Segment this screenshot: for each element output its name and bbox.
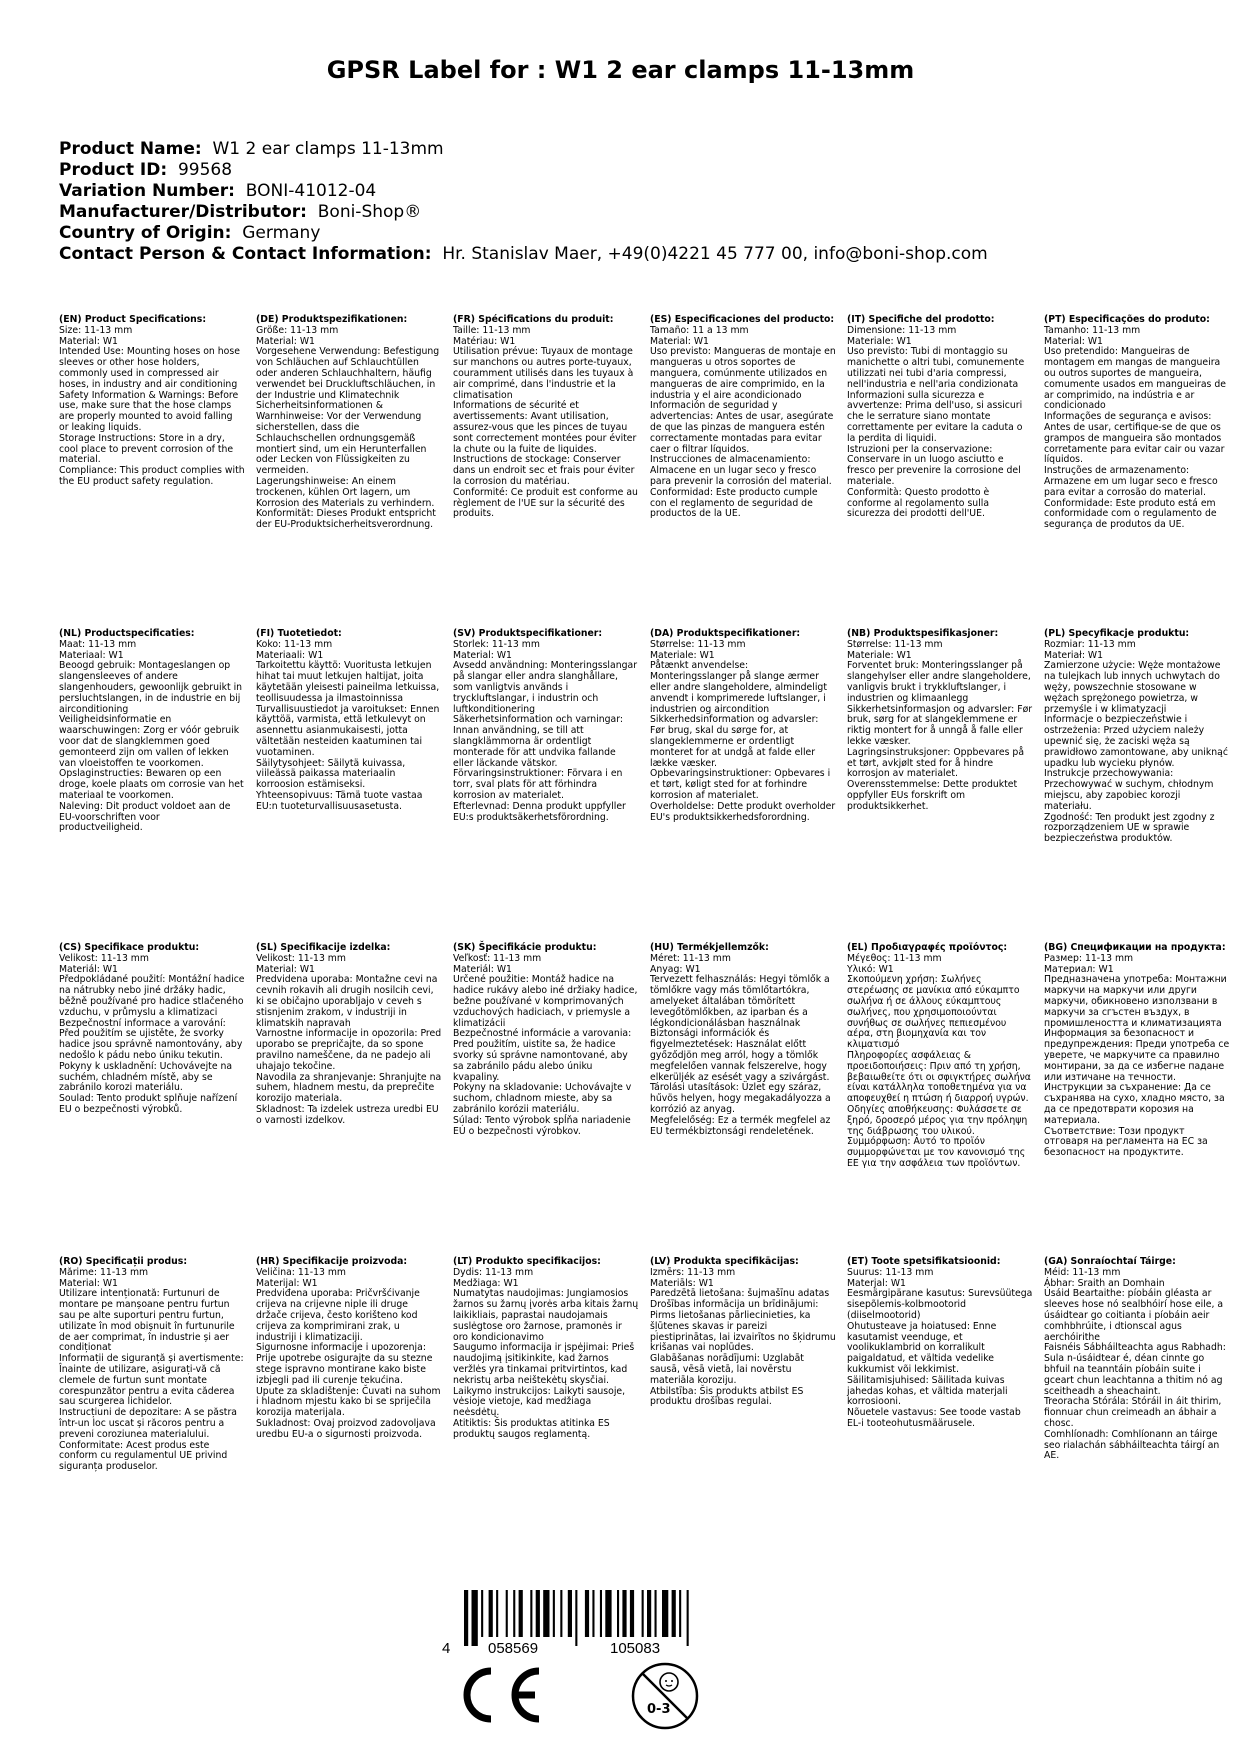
spec-line: Informações de segurança e avisos: Antes de usar, certifique-se de que os grampos de mangueira são montados corretamente para evitar cair ou vazar líquidos. — [1044, 411, 1225, 466]
barcode-bar — [679, 1590, 681, 1637]
spec-line: Förvaringsinstruktioner: Förvara i en torr, sval plats för att förhindra korrosion av materialet. — [453, 768, 623, 801]
spec-line: Инструкции за съхранение: Да се съхранява на сухо, хладно място, за да се предотврати корозия на материала. — [1044, 1082, 1225, 1126]
spec-line: Opbevaringsinstruktioner: Opbevares i et tørt, køligt sted for at forhindre korrosion af materialet. — [650, 768, 831, 801]
spec-line: Πληροφορίες ασφάλειας & προειδοποιήσεις: Πριν από τη χρήση, βεβαιωθείτε ότι οι σφιγκτήρες σωλήνα είναι κατάλληλα τοποθετημένα για να αποφευχθεί η πτώση ή διαρροή υγρών. — [847, 1049, 1031, 1105]
spec-heading: (DA) Produktspecifikationer: — [650, 628, 801, 639]
barcode-bar — [662, 1590, 668, 1637]
spec-heading: (BG) Спецификации на продукта: — [1044, 942, 1226, 953]
info-value: 99568 — [177, 160, 233, 180]
spec-line: Predvidena uporaba: Montažne cevi na cevnih rokavih ali drugih nosilcih cevi, ki se običajno uporabljajo v ceveh s stisnjenim zrakom, v industriji in klimatskih napravah — [256, 974, 438, 1029]
spec-block — [256, 943, 442, 1127]
spec-line: Materjal: W1 — [847, 1277, 906, 1289]
spec-line: Säilitamisjuhised: Säilitada kuivas jahedas kohas, et vältida materjali korrosiooni. — [847, 1374, 1008, 1408]
spec-heading: (SK) Špecifikácie produktu: — [453, 942, 597, 953]
spec-heading: (EL) Προδιαγραφές προϊόντος: — [847, 942, 1008, 953]
spec-line: Veľkosť: 11-13 mm — [453, 952, 542, 964]
spec-line: Overholdelse: Dette produkt overholder EU's produktsikkerhedsforordning. — [650, 800, 836, 823]
spec-line: Lagringsinstruksjoner: Oppbevares på et tørt, avkjølt sted for å hindre korrosjon av materialet. — [847, 746, 1025, 780]
spec-line: Tárolási utasítások: Üzlet egy száraz, hűvös helyen, hogy megakadályozza a korrózió az anyag. — [650, 1082, 831, 1115]
barcode-bar — [464, 1590, 468, 1646]
spec-heading: (SL) Specifikacije izdelka: — [256, 942, 391, 953]
spec-heading: (ET) Toote spetsifikatsioonid: — [847, 1256, 1001, 1267]
spec-heading: (HR) Specifikacije proizvoda: — [256, 1256, 408, 1267]
spec-line: Glabāšanas norādījumi: Uzglabāt sausā, vēsā vietā, lai novērstu materiāla koroziju. — [650, 1353, 804, 1386]
spec-block — [847, 315, 1033, 520]
spec-block — [847, 1257, 1033, 1430]
spec-line: Zgodność: Ten produkt jest zgodny z rozporządzeniem UE w sprawie bezpieczeństwa produktów. — [1044, 811, 1215, 845]
spec-line: Avsedd användning: Monteringsslangar på slangar eller andra slanghållare, som vanligtvis används i tryckluftslangar, i industrin och luftkonditionering — [453, 660, 638, 715]
spec-line: Konformität: Dieses Produkt entspricht der EU-Produktsicherheitsverordnung. — [256, 508, 436, 531]
spec-line: Méid: 11-13 mm — [1044, 1266, 1121, 1278]
spec-line: Laikymo instrukcijos: Laikyti sausoje, vėsioje vietoje, kad medžiaga neėsdėtų. — [453, 1385, 626, 1419]
spec-heading: (EN) Product Specifications: — [59, 314, 207, 325]
barcode-bar — [472, 1590, 478, 1646]
barcode-bar — [481, 1590, 483, 1637]
spec-heading: (IT) Specifiche del prodotto: — [847, 314, 995, 325]
spec-line: Istruzioni per la conservazione: Conservare in un luogo asciutto e fresco per prevenire la corrosione del materiale. — [847, 443, 1021, 487]
info-label: Country of Origin: — [59, 223, 232, 243]
info-label: Product Name: — [59, 139, 202, 159]
spec-line: Conformité: Ce produit est conforme au règlement de l'UE sur la sécurité des produits. — [453, 486, 638, 520]
not-for-children-0-3-icon — [629, 1660, 701, 1732]
spec-line: Materijal: W1 — [256, 1277, 318, 1289]
spec-line: Material: W1 — [453, 649, 512, 661]
info-value: Hr. Stanislav Maer, +49(0)4221 45 777 00, info@boni-shop.com — [442, 244, 988, 264]
spec-line: Storage Instructions: Store in a dry, cool place to prevent corrosion of the material. — [59, 432, 234, 466]
barcode-bar — [585, 1590, 589, 1637]
spec-line: Material: W1 — [59, 335, 118, 347]
spec-line: Beoogd gebruik: Montageslangen op slangensleeves of andere slangenhouders, gewoonlijk gebruikt in persluchtslangen, in de industrie en bij airconditioning — [59, 660, 243, 715]
spec-heading: (FI) Tuotetiedot: — [256, 628, 342, 639]
spec-line: Materiaali: W1 — [256, 649, 324, 661]
barcode-bar — [536, 1590, 540, 1637]
info-value: W1 2 ear clamps 11-13mm — [212, 139, 444, 159]
spec-line: Koko: 11-13 mm — [256, 638, 333, 650]
spec-line: Opslaginstructies: Bewaren op een droge, koele plaats om corrosie van het materiaal te voorkomen. — [59, 768, 244, 801]
barcode-bar — [672, 1590, 676, 1637]
spec-block — [256, 315, 442, 531]
spec-line: Materiale: W1 — [847, 335, 912, 347]
spec-line: Velikost: 11-13 mm — [59, 952, 149, 964]
spec-line: Sikkerhedsinformation og advarsler: Før brug, skal du sørge for, at slangeklemmerne er ordentligt monteret for at undgå at falde eller lække væsker. — [650, 714, 819, 769]
spec-line: Materiaal: W1 — [59, 649, 124, 661]
spec-line: Instrukcje przechowywania: Przechowywać w suchym, chłodnym miejscu, aby zapobiec korozji materiału. — [1044, 768, 1214, 812]
spec-line: Mărime: 11-13 mm — [59, 1266, 149, 1278]
spec-heading: (HU) Termékjellemzők: — [650, 942, 769, 953]
barcode-bar — [622, 1590, 626, 1637]
barcode-bar — [489, 1590, 493, 1637]
spec-line: Matériau: W1 — [453, 335, 516, 347]
spec-line: Materiale: W1 — [847, 649, 912, 661]
spec-line: Taille: 11-13 mm — [453, 324, 531, 336]
spec-line: Lagerungshinweise: An einem trockenen, kühlen Ort lagern, um Korrosion des Materials zu verhindern. — [256, 475, 435, 509]
spec-heading: (NB) Produktspesifikasjoner: — [847, 628, 999, 639]
spec-line: Efterlevnad: Denna produkt uppfyller EU:s produktsäkerhetsförordning. — [453, 800, 626, 823]
spec-line: Upute za skladištenje: Čuvati na suhom i hladnom mjestu kako bi se spriječila korozija materijala. — [256, 1385, 441, 1419]
barcode-bar — [655, 1590, 657, 1637]
spec-heading: (RO) Specificații produs: — [59, 1256, 188, 1267]
spec-line: Pokyny na skladovanie: Uchovávajte v suchom, chladnom mieste, aby sa zabránilo korózii materiálu. — [453, 1082, 632, 1115]
barcode-bar — [600, 1590, 602, 1637]
spec-line: Tamaño: 11 a 13 mm — [650, 324, 749, 336]
barcode-digits-lead: 4 — [442, 1640, 451, 1654]
barcode-bar — [642, 1590, 644, 1637]
spec-line: Treoracha Stórála: Stóráil in áit thirim, fionnuar chun creimeadh an ábhair a chosc. — [1044, 1396, 1222, 1429]
spec-line: Navodila za shranjevanje: Shranjujte na suhem, hladnem mestu, da preprečite korozijo materiala. — [256, 1071, 442, 1105]
spec-line: Naleving: Dit product voldoet aan de EU-voorschriften voor productveiligheid. — [59, 800, 231, 834]
spec-line: Megfelelőség: Ez a termék megfelel az EU termékbiztonsági rendeletének. — [650, 1114, 831, 1137]
spec-block — [59, 943, 245, 1116]
barcode-bar — [513, 1590, 515, 1637]
spec-heading: (SV) Produktspecifikationer: — [453, 628, 603, 639]
spec-line: Informații de siguranță și avertismente: Înainte de utilizare, asigurați-vă că clemele de furtun sunt montate corespunzător pentru a evita căderea sau scurgerea lichidelor. — [59, 1353, 244, 1408]
spec-line: Størrelse: 11-13 mm — [847, 638, 943, 650]
spec-line: Comhlíonadh: Comhlíonann an táirge seo rialachán sábháilteachta táirgí an AE. — [1044, 1428, 1220, 1462]
spec-line: Информация за безопасност и предупреждения: Преди употреба се уверете, че маркучите са правилно монтирани, за да се избегне падане или изтичане на течности. — [1044, 1028, 1230, 1083]
spec-line: Paredzētā lietošana: šujmašīnu adatas — [650, 1288, 830, 1300]
spec-line: Größe: 11-13 mm — [256, 324, 339, 336]
spec-line: Turvallisuustiedot ja varoitukset: Ennen käyttöä, varmista, että letkulevyt on asennettu asianmukaisesti, jotta vältetään nesteiden kaatuminen tai vuotaminen. — [256, 703, 440, 758]
spec-line: Yhteensopivuus: Tämä tuote vastaa EU:n tuoteturvallisuusasetusta. — [256, 789, 423, 812]
spec-line: Velikost: 11-13 mm — [256, 952, 346, 964]
info-value: BONI-41012-04 — [245, 181, 377, 201]
spec-line: Nõuetele vastavus: See toode vastab EL-i tooteohutusmäärusele. — [847, 1407, 1021, 1429]
spec-line: Conformidad: Este producto cumple con el reglamento de seguridad de productos de la UE. — [650, 486, 818, 520]
spec-line: Material: W1 — [1044, 335, 1103, 347]
barcode-bar — [496, 1590, 498, 1637]
spec-block — [847, 629, 1033, 813]
info-product-id — [59, 160, 1219, 181]
spec-line: Υλικό: W1 — [847, 963, 894, 975]
spec-line: Úsáid Beartaithe: píobáin gléasta ar sleeves hose nó sealbhóirí hose eile, a úsáidtear go coitianta i píobáin aeir comhbhrúite, i dtionscal agus aerchóirithe — [1044, 1288, 1224, 1343]
spec-line: Skladnost: Ta izdelek ustreza uredbi EU o varnosti izdelkov. — [256, 1103, 439, 1126]
spec-line: Varnostne informacije in opozorila: Pred uporabo se prepričajte, da so spone pravilno nameščene, da ne padejo ali uhajajo tekočine. — [256, 1028, 442, 1072]
spec-line: Uso pretendido: Mangueiras de montagem em mangas de mangueira ou outros suportes de mangueira, comumente usados em mangueiras de ar comprimido, na indústria e ar condicionado — [1044, 346, 1226, 412]
spec-block — [1044, 1257, 1230, 1462]
spec-line: Intended Use: Mounting hoses on hose sleeves or other hose holders, commonly used in compressed air hoses, in industry and air conditioning — [59, 346, 240, 390]
spec-line: Anyag: W1 — [650, 963, 701, 975]
ce-mark-icon — [455, 1665, 545, 1725]
spec-line: Instruções de armazenamento: Armazene em um lugar seco e fresco para evitar a corrosão do material. — [1044, 465, 1218, 498]
barcode-bar — [605, 1590, 611, 1637]
spec-line: Tamanho: 11-13 mm — [1044, 324, 1141, 336]
spec-line: Tervezett felhasználás: Hegyi tömlők a tömlőkre vagy más tömlőtartókra, amelyeket általában tömörített levegőtömlőkben, az iparban és a légkondicionálásban használnak — [650, 974, 830, 1029]
spec-line: Drošības informācija un brīdinājumi: Pirms lietošanas pārliecinieties, ka šļūtenes skavas ir pareizi piestiprinātas, lai izvairītos no šķidrumu krišanas vai noplūdes. — [650, 1299, 836, 1354]
spec-line: Maat: 11-13 mm — [59, 638, 137, 650]
spec-block — [847, 943, 1033, 1170]
spec-line: Sukladnost: Ovaj proizvod zadovoljava uredbu EU-a o sigurnosti proizvoda. — [256, 1417, 436, 1440]
barcode-bar — [506, 1590, 508, 1637]
spec-line: Informacje o bezpieczeństwie i ostrzeżenia: Przed użyciem należy upewnić się, że zaciski węża są prawidłowo zamontowane, aby uniknąć upadku lub wycieku płynów. — [1044, 714, 1228, 769]
barcode-bar — [553, 1590, 555, 1637]
spec-line: Forventet bruk: Monteringsslanger på slangehylser eller andre slangeholdere, vanligvis brukt i trykkluftslanger, i industrien og klimaanlegg — [847, 660, 1031, 704]
spec-heading: (DE) Produktspezifikationen: — [256, 314, 408, 325]
spec-line: Material: W1 — [256, 963, 315, 975]
spec-line: Overensstemmelse: Dette produktet oppfyller EUs forskrift om produktsikkerhet. — [847, 779, 1018, 812]
spec-line: Συμμόρφωση: Αυτό το προϊόν συμμορφώνεται με τον κανονισμό της ΕΕ για την ασφάλεια των προϊόντων. — [847, 1136, 1026, 1169]
info-variation-number — [59, 181, 1219, 202]
spec-line: Conformidade: Este produto está em conformidade com o regulamento de segurança de produtos da UE. — [1044, 497, 1217, 531]
info-value: Germany — [242, 223, 321, 243]
spec-line: Conformità: Questo prodotto è conforme al regolamento sulla sicurezza dei prodotti dell'UE. — [847, 486, 990, 520]
spec-line: Suurus: 11-13 mm — [847, 1266, 934, 1278]
spec-line: Soulad: Tento produkt splňuje nařízení EU o bezpečnosti výrobků. — [59, 1093, 238, 1115]
barcode-bar — [592, 1590, 594, 1637]
info-contact — [59, 244, 1219, 265]
spec-block — [650, 943, 836, 1137]
barcode — [440, 1590, 700, 1654]
info-manufacturer — [59, 202, 1219, 223]
spec-line: Předpokládané použití: Montážní hadice na nátrubky nebo jiné držáky hadic, běžně používané pro hadice stlačeného vzduchu, v průmyslu a klimatizaci — [59, 974, 245, 1018]
info-label: Contact Person & Contact Information: — [59, 244, 432, 264]
spec-line: Material: W1 — [650, 335, 709, 347]
info-value: Boni-Shop® — [317, 202, 422, 222]
spec-heading: (LT) Produkto specifikacijos: — [453, 1256, 601, 1267]
barcode-digits-left: 058569 — [488, 1640, 539, 1654]
info-product-name — [59, 139, 1219, 160]
barcode-bar — [543, 1590, 549, 1637]
spec-block — [650, 315, 836, 520]
spec-line: Materiale: W1 — [650, 649, 715, 661]
spec-line: Ábhar: Sraith an Domhain — [1044, 1277, 1165, 1289]
spec-line: Sikkerhetsinformasjon og advarsler: Før bruk, sørg for at slangeklemmene er riktig montert for å unngå å falle eller lekke væsker. — [847, 703, 1033, 747]
spec-line: Säkerhetsinformation och varningar: Innan användning, se till att slangklämmorna är ordentligt monterade för att undvika fallande eller läckande vätskor. — [453, 714, 624, 769]
spec-line: Bezpečnostné informácie a varovania: Pred použitím, uistite sa, že hadice svorky sú správne namontované, aby sa zabránilo pádu alebo úniku kvapaliny. — [453, 1028, 632, 1083]
spec-block — [453, 943, 639, 1137]
spec-block — [256, 629, 442, 813]
barcode-bar — [630, 1590, 634, 1637]
spec-line: Medžiaga: W1 — [453, 1277, 519, 1289]
spec-block — [59, 1257, 245, 1473]
spec-block — [256, 1257, 442, 1441]
spec-line: Påtænkt anvendelse: Monteringsslanger på slange ærmer eller andre slangeholdere, almindeligt anvendt i komprimerede luftslanger, i industrien og aircondition — [650, 660, 827, 715]
product-info — [59, 139, 1219, 265]
spec-line: Materiał: W1 — [1044, 649, 1104, 661]
spec-line: Biztonsági információk és figyelmeztetések: Használat előtt győződjön meg arról, hogy a tömlők megfelelően vannak felszerelve, hogy elkerüljék az esését vagy a szivárgást. — [650, 1028, 830, 1083]
spec-heading: (FR) Spécifications du produit: — [453, 314, 614, 325]
info-label: Product ID: — [59, 160, 168, 180]
spec-heading: (LV) Produkta specifikācijas: — [650, 1256, 799, 1267]
spec-line: Предназначена употреба: Монтажни маркучи на маркучи или други маркучи, обикновено използвани в маркучи за сгъстен въздух, в промишлеността и климатизацията — [1044, 974, 1227, 1029]
spec-line: Størrelse: 11-13 mm — [650, 638, 746, 650]
spec-block — [453, 1257, 639, 1441]
spec-line: Utilisation prévue: Tuyaux de montage sur manchons ou autres porte-tuyaux, couramment utilisés dans les tuyaux à air comprimé, dans l'industrie et la climatisation — [453, 346, 634, 401]
spec-line: Size: 11-13 mm — [59, 324, 133, 336]
spec-line: Veličina: 11-13 mm — [256, 1266, 346, 1278]
spec-line: Storlek: 11-13 mm — [453, 638, 540, 650]
spec-line: Σκοπούμενη χρήση: Σωλήνες στερέωσης σε μανίκια από εύκαμπτο σωλήνα ή σε άλλους εύκαμπτους σωλήνες, που χρησιμοποιούνται συνήθως σε σωλήνες πεπιεσμένου αέρα, στη βιομηχανία και τον κλιματισμό — [847, 974, 1020, 1051]
spec-block — [453, 315, 639, 520]
spec-heading: (ES) Especificaciones del producto: — [650, 314, 835, 325]
barcode-bar — [617, 1590, 619, 1637]
spec-line: Vorgesehene Verwendung: Befestigung von Schläuchen auf Schlauchtüllen oder anderen Schlauchhaltern, häufig verwendet bei Druckluftschläuchen, in der Industrie und Klimatechnik — [256, 346, 440, 401]
spec-line: Información de seguridad y advertencias: Antes de usar, asegúrate de que las pinzas de manguera estén correctamente montadas para evitar caer o filtrar líquidos. — [650, 400, 834, 455]
spec-heading: (NL) Productspecificaties: — [59, 628, 195, 639]
spec-line: Faisnéis Sábháilteachta agus Rabhadh: Sula n-úsáidtear é, déan cinnte go bhfuil na teanntáin píobáin suite i gceart chun leachtanna a thitim nó ag sceitheadh a sheachaint. — [1044, 1342, 1226, 1397]
spec-line: Méret: 11-13 mm — [650, 952, 731, 964]
spec-line: Material: W1 — [59, 1277, 118, 1289]
spec-line: Instructions de stockage: Conserver dans un endroit sec et frais pour éviter la corrosion du matériau. — [453, 454, 635, 487]
spec-line: Informations de sécurité et avertissements: Avant utilisation, assurez-vous que les pinces de tuyau sont correctement montées pour éviter la chute ou la fuite de liquides. — [453, 400, 637, 455]
spec-line: Размер: 11-13 mm — [1044, 952, 1134, 964]
page-title: GPSR Label for : W1 2 ear clamps 11-13mm — [326, 56, 915, 84]
spec-line: Informazioni sulla sicurezza e avvertenze: Prima dell'uso, si assicuri che le serrature siano montate correttamente per evitare la caduta o la perdita di liquidi. — [847, 389, 1023, 444]
barcode-digits-right: 105083 — [610, 1640, 661, 1654]
info-label: Variation Number: — [59, 181, 235, 201]
spec-line: Pokyny k uskladnění: Uchovávejte na suchém, chladném místě, aby se zabránilo korozi materiálu. — [59, 1060, 233, 1094]
spec-line: Sigurnosne informacije i upozorenja: Prije upotrebe osigurajte da su stezne stege ispravno montirane kako biste izbjegli pad ili curenje tekućina. — [256, 1342, 433, 1386]
spec-line: Tarkoitettu käyttö: Vuoritusta letkujen hihat tai muut letkujen haltijat, joita käytetään yleisesti paineilma letkuissa, teollisuudessa ja ilmastoinnissa — [256, 660, 440, 704]
spec-line: Säilytysohjeet: Säilytä kuivassa, viileässä paikassa materiaalin korroosion estämiseksi. — [256, 757, 406, 791]
spec-heading: (PL) Specyfikacje produktu: — [1044, 628, 1190, 639]
barcode-bar — [560, 1590, 562, 1637]
spec-line: Zamierzone użycie: Węże montażowe na tulejkach lub innych uchwytach do węży, powszechnie stosowane w wężach sprężonego powietrza, w przemyśle i w klimatyzacji — [1044, 660, 1221, 715]
info-label: Manufacturer/Distributor: — [59, 202, 307, 222]
spec-line: Izmērs: 11-13 mm — [650, 1266, 736, 1278]
age-label: 0-3 — [647, 1702, 671, 1717]
spec-line: Οδηγίες αποθήκευσης: Φυλάσσετε σε ξηρό, δροσερό μέρος για την πρόληψη της διάβρωσης του υλικού. — [847, 1103, 1028, 1137]
spec-line: Súlad: Tento výrobok spĺňa nariadenie EÚ o bezpečnosti výrobkov. — [453, 1114, 631, 1137]
spec-line: Compliance: This product complies with the EU product safety regulation. — [59, 465, 245, 487]
spec-block — [59, 629, 245, 834]
spec-line: Materiāls: W1 — [650, 1277, 714, 1289]
spec-block — [650, 629, 836, 823]
spec-line: Bezpečnostní informace a varování: Před použitím se ujistěte, že svorky hadice jsou správně namontovány, aby nedošlo k pádu nebo úniku tekutin. — [59, 1017, 243, 1061]
spec-line: Veiligheidsinformatie en waarschuwingen: Zorg er vóór gebruik voor dat de slangklemmen goed gemonteerd zijn om vallen of lekken van vloeistoffen te voorkomen. — [59, 714, 240, 769]
spec-line: Predviđena uporaba: Pričvršćivanje crijeva na crijevne niple ili druge držače crijeva, često korišteno kod crijeva za komprimirani zrak, u industriji i klimatizaciji. — [256, 1288, 420, 1343]
barcode-bars — [464, 1590, 689, 1646]
barcode-bar — [519, 1590, 523, 1637]
info-country-of-origin — [59, 223, 1219, 244]
spec-line: Sicherheitsinformationen & Warnhinweise: Vor der Verwendung sicherstellen, dass die Schlauchschellen ordnungsgemäß montiert sind, um ein Herunterfallen oder Lecken von Flüssigkeiten zu vermeiden. — [256, 400, 427, 477]
spec-line: Uso previsto: Tubi di montaggio su manichette o altri tubi, comunemente utilizzati nei tubi d'aria compressi, nell'industria e nell'aria condizionata — [847, 346, 1025, 390]
spec-line: Uso previsto: Mangueras de montaje en mangueras u otros soportes de manguera, comúnmente utilizados en mangueras de aire comprimido, en la industria y el aire acondicionado — [650, 346, 836, 401]
spec-line: Eesmärgipärane kasutus: Surevsüütega sisepõlemis-kolbmootorid (diiselmootorid) — [847, 1288, 1033, 1321]
spec-block — [1044, 315, 1230, 531]
spec-line: Dimensione: 11-13 mm — [847, 324, 957, 336]
spec-line: Numatytas naudojimas: Jungiamosios žarnos su žarnų įvorės arba kitais žarnų laikikliais, paprastai naudojamais suslėgtose oro žarnose, pramonės ir oro kondicionavimo — [453, 1288, 639, 1343]
spec-line: Rozmiar: 11-13 mm — [1044, 638, 1136, 650]
barcode-bar — [568, 1590, 572, 1637]
spec-line: Atbilstība: Šis produkts atbilst ES produktu drošības regulai. — [650, 1385, 804, 1408]
spec-block — [1044, 629, 1230, 845]
spec-block — [650, 1257, 836, 1408]
spec-block — [1044, 943, 1230, 1159]
spec-line: Conformitate: Acest produs este conform cu regulamentul UE privind siguranța produselor. — [59, 1439, 228, 1473]
spec-line: Safety Information & Warnings: Before use, make sure that the hose clamps are properly mounted to avoid falling or leaking liquids. — [59, 389, 239, 433]
spec-line: Material: W1 — [256, 335, 315, 347]
spec-line: Dydis: 11-13 mm — [453, 1266, 534, 1278]
barcode-bar — [575, 1590, 577, 1646]
barcode-bar — [687, 1590, 689, 1646]
spec-heading: (GA) Sonraíochtaí Táirge: — [1044, 1256, 1176, 1267]
spec-line: Съответствие: Този продукт отговаря на регламента на ЕС за безопасност на продуктите. — [1044, 1125, 1208, 1159]
spec-line: Instrucțiuni de depozitare: A se păstra într-un loc uscat și răcoros pentru a preveni coroziunea materialului. — [59, 1407, 237, 1440]
spec-line: Saugumo informacija ir įspėjimai: Prieš naudojimą įsitikinkite, kad žarnos veržlės yra tinkamai pritvirtintos, kad nekristų arba neištekėtų skysčiai. — [453, 1342, 635, 1386]
spec-line: Materiál: W1 — [59, 963, 118, 975]
spec-line: Utilizare intenționată: Furtunuri de montare pe manșoane pentru furtun sau pe alte suporturi pentru furtun, utilizate în mod obișnuit în furtunurile de aer comprimat, în industrie și aer condiționat — [59, 1288, 235, 1354]
spec-line: Материал: W1 — [1044, 963, 1114, 975]
spec-line: Určené použitie: Montáž hadice na hadice rukávy alebo iné držiaky hadice, bežne používané v komprimovaných vzduchových hadiciach, v priemysle a klimatizácii — [453, 974, 638, 1029]
spec-line: Ohutusteave ja hoiatused: Enne kasutamist veenduge, et voolikuklambrid on korralikult paigaldatud, et vältida vedelike kukkumist või lekkimist. — [847, 1320, 997, 1375]
spec-block — [59, 315, 245, 488]
spec-line: Atitiktis: Šis produktas atitinka ES produktų saugos reglamentą. — [453, 1417, 610, 1440]
barcode-bar — [647, 1590, 651, 1637]
barcode-bar — [530, 1590, 532, 1637]
spec-heading: (PT) Especificações do produto: — [1044, 314, 1210, 325]
spec-line: Materiál: W1 — [453, 963, 512, 975]
spec-line: Instrucciones de almacenamiento: Almacene en un lugar seco y fresco para prevenir la corrosión del material. — [650, 454, 832, 487]
spec-heading: (CS) Specifikace produktu: — [59, 942, 200, 953]
spec-block — [453, 629, 639, 823]
spec-line: Μέγεθος: 11-13 mm — [847, 952, 942, 964]
